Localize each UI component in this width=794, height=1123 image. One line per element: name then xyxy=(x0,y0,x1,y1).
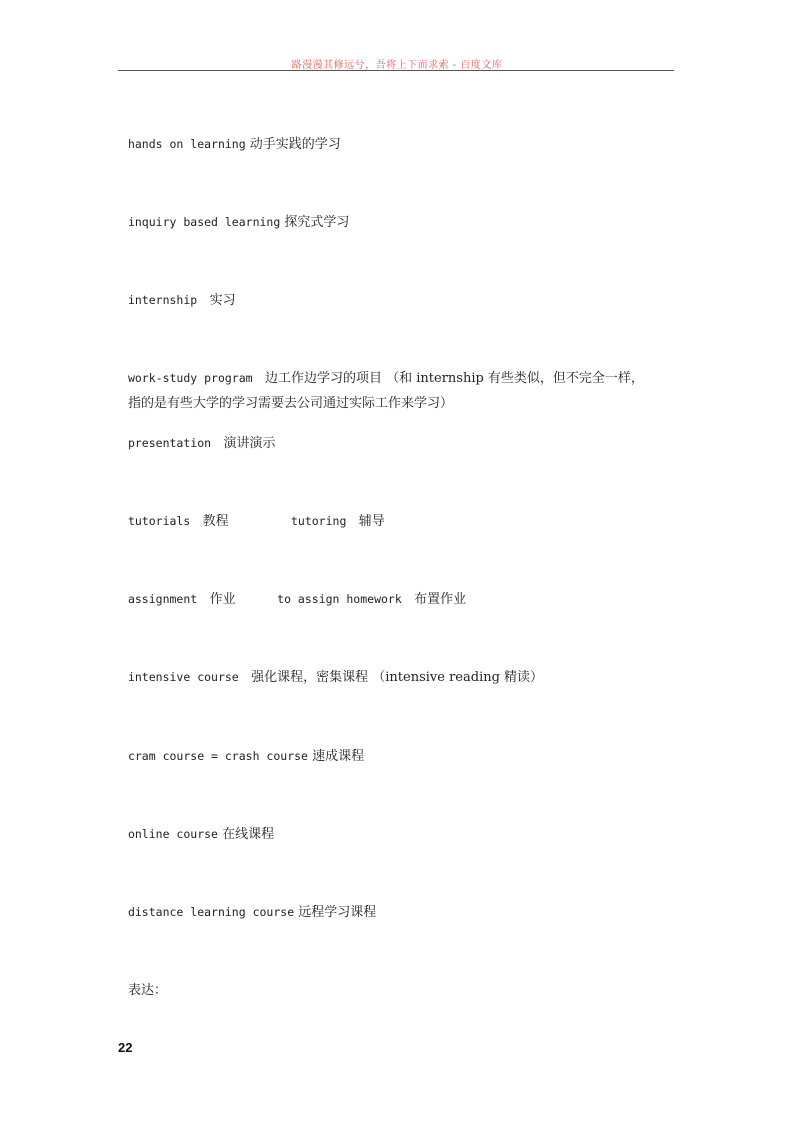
section-label-expressions xyxy=(120,957,167,1002)
term-en: distance learning course xyxy=(127,905,295,919)
vocab-entry-distance-learning-course xyxy=(120,879,376,924)
term-cn: 实习 xyxy=(197,293,236,308)
term-en: presentation xyxy=(127,436,212,450)
vocab-entry-work-study-program-continued xyxy=(120,370,453,415)
term-en: intensive course xyxy=(127,670,239,684)
vocab-entry-internship xyxy=(120,267,236,312)
vocab-entry-cram-course xyxy=(120,723,364,768)
term-en: cram course = crash course xyxy=(127,749,308,763)
header-divider xyxy=(118,70,674,71)
term-en: online course xyxy=(127,827,218,841)
term-en-secondary: to assign homework xyxy=(235,592,402,606)
term-cn: 探究式学习 xyxy=(280,215,350,230)
term-cn: 远程学习课程 xyxy=(294,905,377,920)
term-en: inquiry based learning xyxy=(127,215,281,229)
term-cn: 速成课程 xyxy=(307,749,365,764)
term-cn-secondary: 辅导 xyxy=(346,514,385,529)
term-en: internship xyxy=(127,293,198,307)
page-header: 路漫漫其修远兮，吾将上下而求索 - 百度文库 xyxy=(291,60,503,71)
term-cn: 在线课程 xyxy=(217,827,275,842)
vocab-entry-inquiry-based-learning xyxy=(120,189,349,234)
section-label-text: 表达： xyxy=(127,983,167,998)
term-cn: 强化课程，密集课程 （intensive reading 精读） xyxy=(238,670,544,685)
term-en: work-study program xyxy=(127,371,253,385)
term-en: assignment xyxy=(127,592,198,606)
term-cn: 边工作边学习的项目 （和 internship 有些类似，但不完全一样， xyxy=(252,371,644,386)
term-cn: 演讲演示 xyxy=(211,436,276,451)
page-number: 22 xyxy=(118,1040,133,1055)
vocab-entry-hands-on-learning xyxy=(120,111,341,156)
vocab-entry-presentation xyxy=(120,410,275,455)
term-en: tutorials xyxy=(127,514,191,528)
vocab-entry-assignment xyxy=(120,566,466,611)
vocab-entry-online-course xyxy=(120,801,274,846)
term-cn-secondary: 布置作业 xyxy=(401,592,467,607)
term-cn-continued: 指的是有些大学的学习需要去公司通过实际工作来学习） xyxy=(127,396,453,411)
term-cn: 动手实践的学习 xyxy=(245,137,341,152)
term-cn: 教程 xyxy=(190,514,229,529)
term-en-secondary: tutoring xyxy=(228,514,347,528)
vocab-entry-intensive-course xyxy=(120,644,543,689)
term-en: hands on learning xyxy=(127,137,246,151)
vocab-entry-tutorials xyxy=(120,488,385,533)
term-cn: 作业 xyxy=(197,592,236,607)
